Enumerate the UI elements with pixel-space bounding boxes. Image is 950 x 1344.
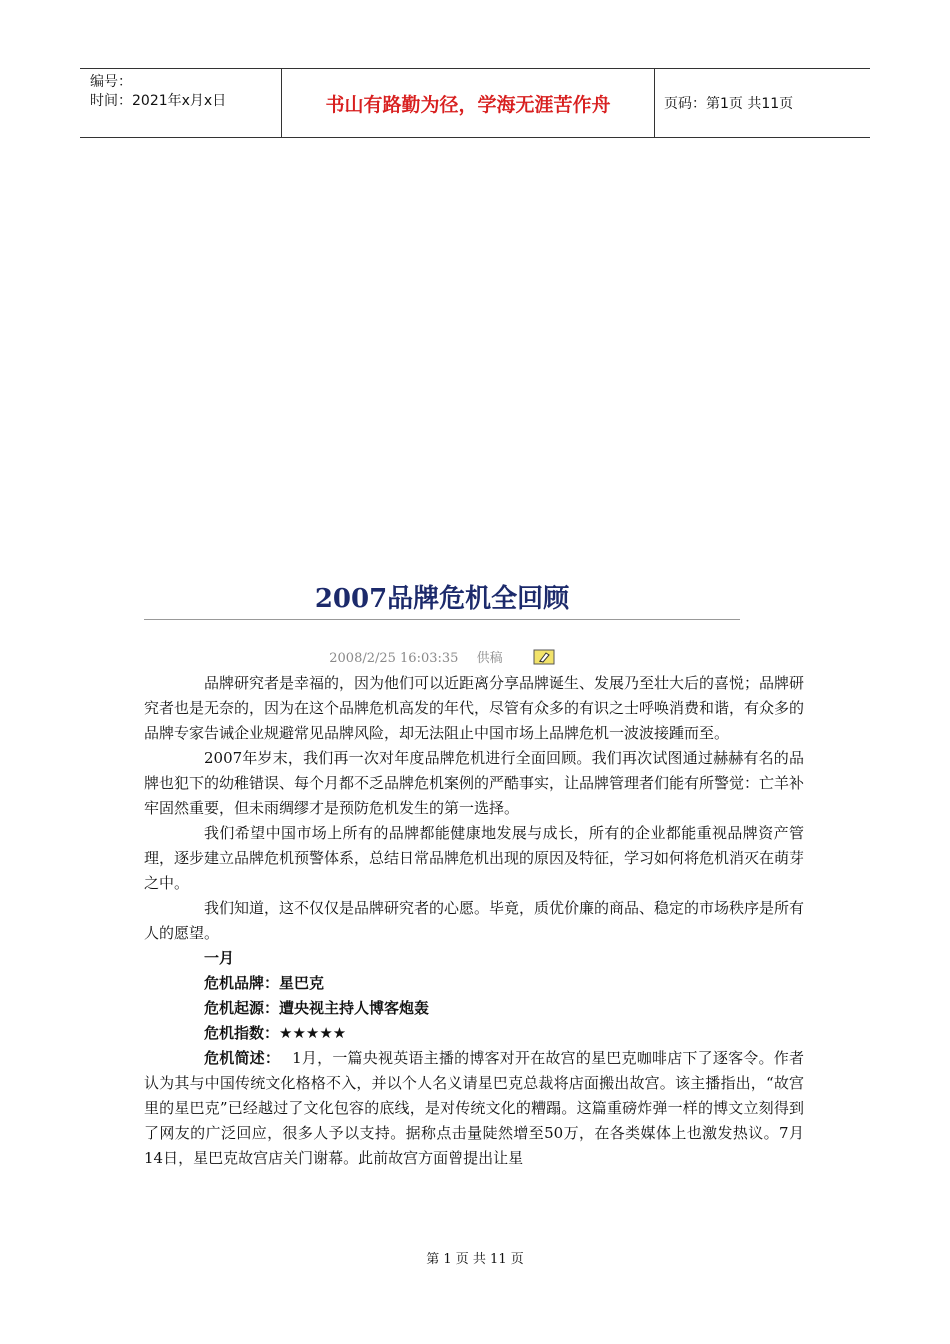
paragraph: 品牌研究者是幸福的，因为他们可以近距离分享品牌诞生、发展乃至壮大后的喜悦；品牌研究者也是无奈的，因为在这个品牌危机高发的年代，尽管有众多的有识之士呼唤消费和谐，有众多的品牌专家告诫企业规避常见品牌风险，却无法阻止中国市场上品牌危机一波波接踵而至。 [144, 674, 805, 742]
page-footer: 第 1 页 共 11 页 [426, 1252, 524, 1267]
article-title: 2007品牌危机全回顾 [314, 584, 570, 614]
article-meta [144, 647, 740, 666]
number-label: 编号： [90, 74, 132, 90]
motto: 书山有路勤为径，学海无涯苦作舟 [325, 93, 611, 116]
document-header [80, 68, 870, 138]
description-text: 1月，一篇央视英语主播的博客对开在故宫的星巴克咖啡店下了逐客令。作者认为其与中国传统文化格格不入，并以个人名义请星巴克总裁将店面搬出故宫。该主播指出，“故宫里的星巴克”已经越过了文化包容的底线，是对传统文化的糟蹋。这篇重磅炸弹一样的博文立刻得到了网友的广泛回应，很多人予以支持。据称点击量陡然增至50万，在各类媒体上也激发热议。7月14日，星巴克故宫店关门谢幕。此前故宫方面曾提出让星 [144, 1049, 804, 1167]
description-label: 危机简述： [204, 1049, 281, 1067]
paragraph: 我们知道，这不仅仅是品牌研究者的心愿。毕竟，质优价廉的商品、稳定的市场秩序是所有人的愿望。 [144, 899, 805, 942]
paragraph: 我们希望中国市场上所有的品牌都能健康地发展与成长，所有的企业都能重视品牌资产管理，逐步建立品牌危机预警体系，总结日常品牌危机出现的原因及特征，学习如何将危机消灭在萌芽之中。 [144, 824, 805, 892]
crisis-description [144, 1046, 804, 1171]
article-date: 2008/2/25 16:03:35 [329, 651, 459, 666]
crisis-index: 危机指数：★★★★★ [204, 1024, 347, 1042]
paragraph: 2007年岁末，我们再一次对年度品牌危机进行全面回顾。我们再次试图通过赫赫有名的品牌也犯下的幼稚错误、每个月都不乏品牌危机案例的严酷事实，让品牌管理者们能有所警觉：亡羊补牢固然重要，但未雨绸缪才是预防危机发生的第一选择。 [144, 749, 805, 817]
page-info: 页码：第1页 共11页 [664, 96, 794, 112]
time-label: 时间：2021年x月x日 [90, 93, 227, 109]
article-source: 供稿 [476, 651, 503, 666]
header-divider [654, 69, 655, 137]
crisis-brand: 危机品牌：星巴克 [204, 974, 325, 992]
month-heading: 一月 [204, 949, 235, 967]
print-icon[interactable] [533, 649, 555, 665]
article-body [144, 671, 804, 1171]
header-left [90, 73, 226, 111]
title-divider [144, 619, 740, 620]
crisis-origin: 危机起源：遭央视主持人博客炮轰 [204, 999, 430, 1017]
